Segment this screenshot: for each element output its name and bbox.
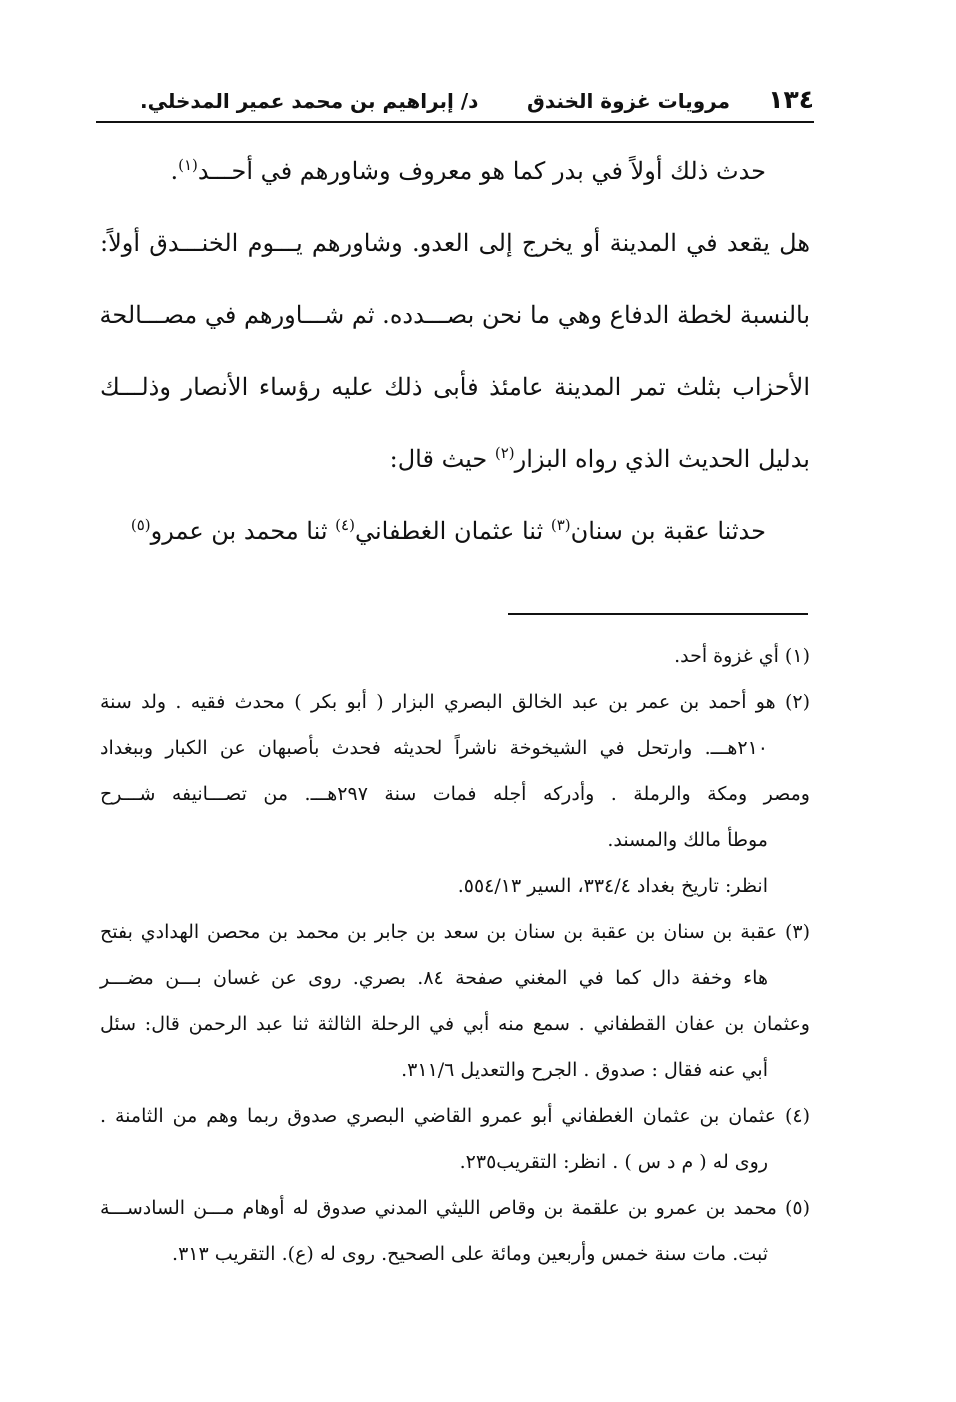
footnote-line: أبي عنه فقال : صدوق . الجرح والتعديل ٣١١/٦. (401, 1059, 768, 1081)
footnote-ref-2: (٢) (494, 444, 515, 462)
footnote-line: (١) أي غزوة أحد. (674, 645, 810, 667)
footnote-line: وعثمان بن عفان القطفاني . سمع منه أبي في الرحلة الثالثة ثنا عبد الرحمن قال: سئل (100, 1013, 810, 1035)
footnote-line: هاء وخفة دال كما في المغني صفحة ٨٤. بصري. روى عن غسان بـــن مضـــر (100, 967, 768, 989)
footnote-line: ٢١٠هـــ. وارتحل في الشيخوخة ناشراً لحديثه فحدث بأصبهان عن الكبار وببغداد (100, 737, 768, 759)
text-line-4: الأحزاب بثلث تمر المدينة عامئذ فأبى ذلك عليه رؤساء الأنصار وذلـــك (100, 373, 810, 401)
footnote-ref-3: (٣) (550, 516, 571, 534)
text-line-2: هل يقعد في المدينة أو يخرج إلى العدو. وشاورهم يـــوم الخنـــدق أولاً: (100, 229, 810, 257)
footnote-ref-4: (٤) (335, 516, 355, 534)
footnote-ref-1: (١) (178, 156, 198, 174)
footnote-ref-5: (٥) (130, 516, 151, 534)
footnotes (100, 633, 810, 1277)
footnote-line: (٥) محمد بن عمرو بن علقمة بن وقاص الليثي المدني صدوق له أوهام مـــن السادســـة (100, 1197, 810, 1219)
book-title: مرويات غزوة الخندق (526, 89, 730, 113)
footnote-line: موطأ مالك والمسند. (607, 829, 768, 851)
text-line-6: حدثنا عقبة بن سنان$^{(٣)}$ ثنا عثمان الغطفاني$^{(٤)}$ ثنا محمد بن عمرو$^{(٥)}$ (130, 516, 766, 545)
footnote-line: ثبت. مات سنة خمس وأربعين ومائة على الصحيح. روى له (ع). التقريب ٣١٣. (172, 1243, 768, 1265)
footnote-line: (٤) عثمان بن عثمان الغطفاني أبو عمرو القاضي البصري صدوق ربما وهم من الثامنة . (100, 1105, 810, 1127)
text-line-1: حدث ذلك أولاً في بدر كما هو معروف وشاورهم في أحـــد$^{(١)}$. (170, 156, 766, 185)
footnote-separator (508, 613, 808, 615)
page-header (96, 85, 814, 123)
page-number: ١٣٤ (768, 85, 814, 114)
footnote-line: انظر: تاريخ بغداد ٣٣٤/٤، السير ٥٥٤/١٣. (457, 875, 768, 897)
footnote-line: روى له ( م د س ) . انظر: التقريب٢٣٥. (459, 1151, 768, 1173)
footnote-line: ومصر ومكة والرملة . وأدركه أجله فمات سنة ٢٩٧هـــ. من تصـــانيفه شـــرح (100, 783, 810, 805)
footnote-line: (٢) هو أحمد بن عمر بن عبد الخالق البصري البزار ( أبو بكر ) محدث فقيه . ولد سنة (100, 691, 810, 713)
main-text (100, 135, 810, 567)
text-line-3: بالنسبة لخطة الدفاع وهي ما نحن بصـــدده. ثم شـــاورهم في مصـــالحة (99, 301, 810, 329)
footnote-line: (٣) عقبة بن سنان بن عقبة بن سنان بن سعد بن جابر بن محمد بن محصن الهدادي بفتح (100, 921, 810, 943)
text-line-5: بدليل الحديث الذي رواه البزار$^{(٢)}$ حيث قال: (389, 444, 810, 473)
author-name: د/ إبراهيم بن محمد عمير المدخلي. (140, 89, 479, 113)
